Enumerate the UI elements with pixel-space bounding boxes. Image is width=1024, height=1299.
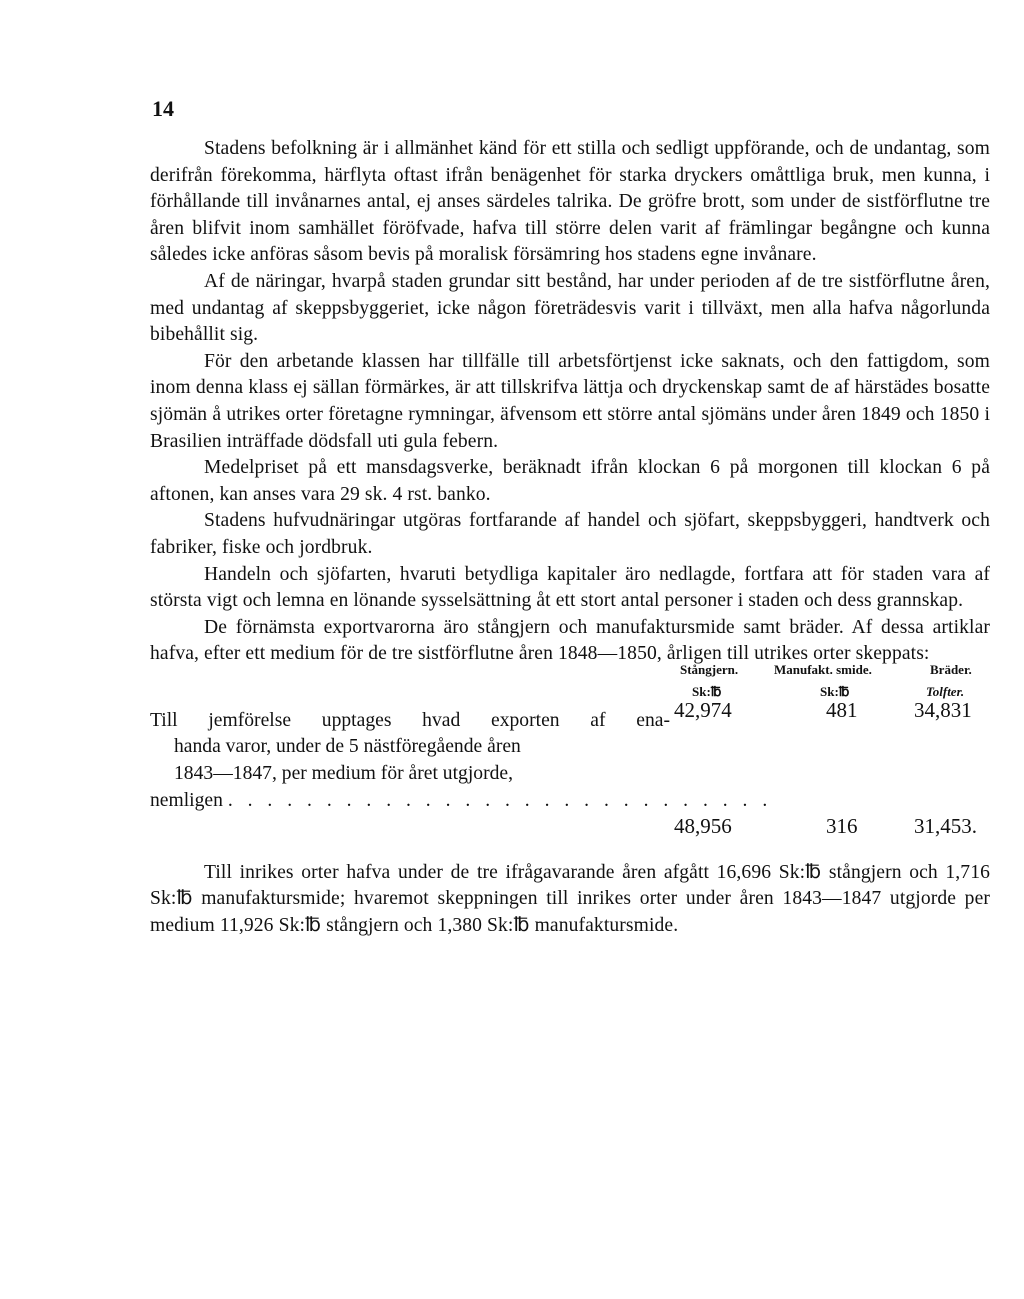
value-manufakt-1850: 481 <box>826 697 858 722</box>
comparison-line-3: 1843—1847, per medium för året utgjorde, <box>174 763 513 785</box>
value-manufakt-1843: 316 <box>826 813 858 838</box>
unit-brader: Tolfter. <box>926 683 965 699</box>
unit-stangjern: Sk:℔ <box>692 683 722 699</box>
value-stangjern-1843: 48,956 <box>674 813 732 838</box>
paragraph-commerce: Handeln och sjöfarten, hvaruti betydliga kapitaler äro nedlagde, fortfara att för staden vara af största vigt och lemna en lönande sysselsättning åt ett stort antal personer i staden och dess grannskap. <box>150 563 990 612</box>
paragraph-population: Stadens befolkning är i allmänhet känd för ett stilla och sedligt uppförande, och de undantag, som derifrån förekomma, härflyta oftast ifrån benägenhet för starka dryckers omåttliga bruk, men kunna, i förhållande till invånarnes antal, ej anses särdeles talrika. De gröfre brott, som under de sistförflutne tre åren blifvit inom samhället föröfvade, hafva till större delen varit af främlingar begångne och kunna således icke anföras såsom bevis på moralisk försämring hos stadens egne invånare. <box>150 138 990 266</box>
paragraph-trades: Af de näringar, hvarpå staden grundar sitt bestånd, har under perioden af de tre sistförflutne åren, med undantag af skeppsbyggeriet, icke någon företrädesvis varit i tillväxt, men alla hafva någorlunda bibehållit sig. <box>150 270 990 346</box>
comparison-text <box>150 708 670 788</box>
header-brader: Bräder. <box>930 661 972 677</box>
page-number: 14 <box>152 96 174 121</box>
comparison-line-1: Till jemförelse upptages hvad exporten af ena- <box>150 709 670 731</box>
header-manufakt-smide: Manufakt. smide. <box>774 661 872 677</box>
comparison-line-2: handa varor, under de 5 nästföregående åren <box>174 736 521 758</box>
paragraph-day-wage: Medelpriset på ett mansdagsverke, beräknadt ifrån klockan 6 på morgonen till klockan 6 på aftonen, kan anses vara 29 sk. 4 rst. banko. <box>150 457 990 505</box>
paragraph-exports: De förnämsta exportvarorna äro stångjern och manufaktursmide samt bräder. Af dessa artiklar hafva, efter ett medium för de tre sistförflutne åren 1848—1850, årligen till utrikes orter skeppats: <box>150 616 990 665</box>
paragraph-main-trades: Stadens hufvudnäringar utgöras fortfarande af handel och sjöfart, skeppsbyggeri, handtverk och fabriker, fiske och jordbruk. <box>150 510 990 558</box>
comparison-last-line <box>150 788 773 815</box>
comparison-last-word: nemligen <box>150 789 223 811</box>
value-stangjern-1850: 42,974 <box>674 697 732 722</box>
value-brader-1850: 34,831 <box>914 697 972 722</box>
export-table <box>150 661 990 860</box>
paragraph-working-class: För den arbetande klassen har tillfälle till arbetsförtjenst icke saknats, och den fattigdom, som inom denna klass ej sällan förmärkes, är att tillskrifva lättja och dryckenskap samt de af härstädes bosatte sjömän å utrikes orter företagne rymningar, äfvensom ett större antal sjömäns under åren 1849 och 1850 i Brasilien inträffade dödsfall uti gula febern. <box>150 350 990 452</box>
leader-dots: . . . . . . . . . . . . . . . . . . . . . . . . . . . . <box>227 789 773 811</box>
unit-manufakt: Sk:℔ <box>820 683 850 699</box>
body-text <box>150 136 990 940</box>
value-brader-1843: 31,453. <box>914 813 977 838</box>
header-stangjern: Stångjern. <box>680 661 739 677</box>
paragraph-domestic-shipping: Till inrikes orter hafva under de tre ifrågavarande åren afgått 16,696 Sk:℔ stångjern och 1,716 Sk:℔ manufaktursmide; hvaremot skeppningen till inrikes orter under åren 1843—1847 utgjorde per medium 11,926 Sk:℔ stångjern och 1,380 Sk:℔ manufaktursmide. <box>150 861 990 937</box>
